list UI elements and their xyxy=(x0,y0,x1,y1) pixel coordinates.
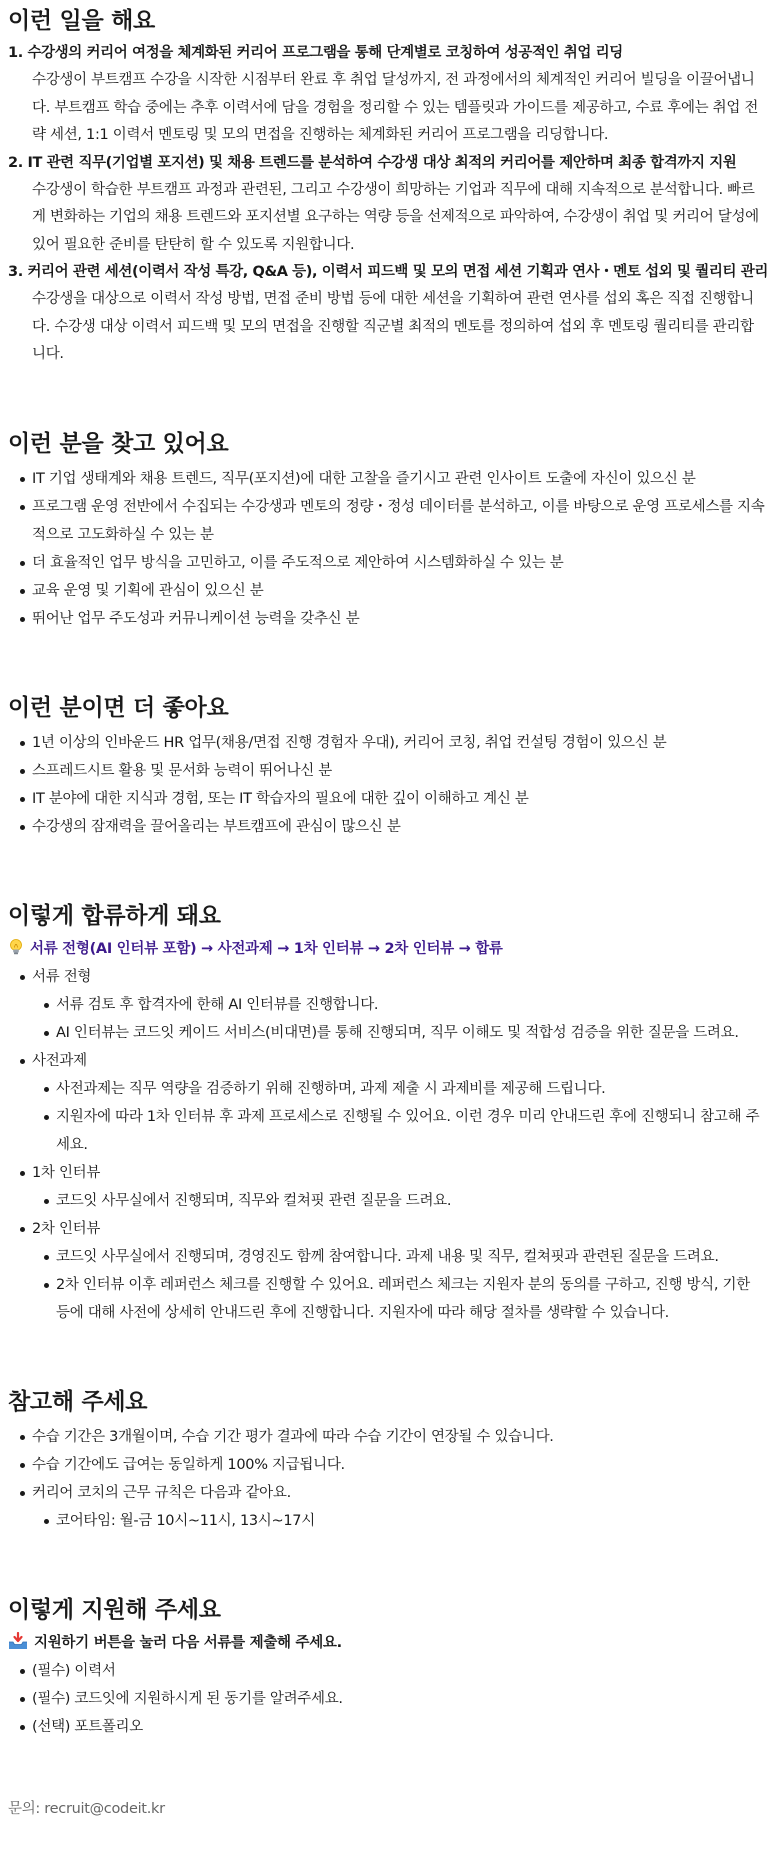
section-title-looking: 이런 분을 찾고 있어요 xyxy=(8,430,229,457)
list-item: 2차 인터뷰 이후 레퍼런스 체크를 진행할 수 있어요. 레퍼런스 체크는 지원자 분의 동의를 구하고, 진행 방식, 기한 등에 대해 사전에 상세히 안내드린 후에 진행합니다. 지원자에 따라 해당 절차를 생략할 수 있습니다. xyxy=(32,1271,765,1327)
list-item xyxy=(8,1159,765,1215)
section-notes xyxy=(8,1387,765,1535)
list-item: 서류 검토 후 합격자에 한해 AI 인터뷰를 진행합니다. xyxy=(32,991,765,1019)
note-text: 커리어 코치의 근무 규칙은 다음과 같아요. xyxy=(32,1484,291,1501)
looking-list xyxy=(8,465,765,633)
step-label: 사전과제 xyxy=(32,1052,87,1069)
list-item: 사전과제는 직무 역량을 검증하기 위해 진행하며, 과제 제출 시 과제비를 제공해 드립니다. xyxy=(32,1075,765,1103)
step-sublist xyxy=(32,1187,765,1215)
work-item-desc-line: 다. 부트캠프 학습 중에는 추후 이력서에 담을 경험을 정리할 수 있는 템플릿과 가이드를 제공하고, 수료 후에는 취업 전 xyxy=(32,99,759,116)
list-item: IT 분야에 대한 지식과 경험, 또는 IT 학습자의 필요에 대한 깊이 이해하고 계신 분 xyxy=(8,785,765,813)
step-label: 서류 전형 xyxy=(32,968,92,985)
process-flow xyxy=(8,935,765,963)
work-item-desc-line: 다. 수강생 대상 이력서 피드백 및 모의 면접을 진행할 직군별 최적의 멘토를 정의하여 섭외 후 멘토링 퀄리티를 관리합 xyxy=(32,318,754,335)
work-item-title: 1. 수강생의 커리어 여정을 체계화된 커리어 프로그램을 통해 단계별로 코칭하여 성공적인 취업 리딩 xyxy=(8,45,623,61)
list-item: 수강생의 잠재력을 끌어올리는 부트캠프에 관심이 많으신 분 xyxy=(8,813,765,841)
preferred-list xyxy=(8,729,765,841)
list-item xyxy=(8,1047,765,1159)
step-label: 2차 인터뷰 xyxy=(32,1220,101,1237)
section-work xyxy=(8,0,768,369)
step-sublist xyxy=(32,991,765,1047)
list-item: 코어타임: 월-금 10시~11시, 13시~17시 xyxy=(32,1507,765,1535)
work-item-desc-line: 있어 필요한 준비를 탄탄히 할 수 있도록 지원합니다. xyxy=(32,236,355,253)
list-item: 코드잇 사무실에서 진행되며, 경영진도 함께 참여합니다. 과제 내용 및 직무, 컬쳐핏과 관련된 질문을 드려요. xyxy=(32,1243,765,1271)
work-item-3 xyxy=(8,259,768,369)
apply-note-text: 지원하기 버튼을 눌러 다음 서류를 제출해 주세요. xyxy=(34,1634,342,1651)
section-title-notes: 참고해 주세요 xyxy=(8,1388,148,1415)
step-sublist xyxy=(32,1243,765,1327)
apply-note xyxy=(8,1629,765,1657)
step-sublist xyxy=(32,1075,765,1159)
apply-list xyxy=(8,1657,765,1741)
list-item: 뛰어난 업무 주도성과 커뮤니케이션 능력을 갖추신 분 xyxy=(8,605,765,633)
section-title-work: 이런 일을 해요 xyxy=(8,8,155,34)
section-process xyxy=(8,901,765,1327)
section-apply xyxy=(8,1595,765,1741)
list-item: 교육 운영 및 기획에 관심이 있으신 분 xyxy=(8,577,765,605)
step-label: 1차 인터뷰 xyxy=(32,1164,101,1181)
work-item-desc-line: 수강생이 학습한 부트캠프 과정과 관련된, 그리고 수강생이 희망하는 기업과 직무에 대해 지속적으로 분석합니다. 빠르 xyxy=(32,181,755,198)
list-item: IT 기업 생태계와 채용 트렌드, 직무(포지션)에 대한 고찰을 즐기시고 관련 인사이트 도출에 자신이 있으신 분 xyxy=(8,465,765,493)
inbox-tray-icon xyxy=(8,1632,28,1650)
list-item xyxy=(8,1479,765,1535)
work-item-desc-line: 략 세션, 1:1 이력서 멘토링 및 모의 면접을 진행하는 체계화된 커리어 프로그램을 리딩합니다. xyxy=(32,127,609,143)
process-flow-text: 서류 전형(AI 인터뷰 포함) → 사전과제 → 1차 인터뷰 → 2차 인터뷰 → 합류 xyxy=(30,940,503,957)
list-item xyxy=(8,1215,765,1327)
list-item: 프로그램 운영 전반에서 수집되는 수강생과 멘토의 정량・정성 데이터를 분석하고, 이를 바탕으로 운영 프로세스를 지속적으로 고도화하실 수 있는 분 xyxy=(8,493,765,549)
process-steps xyxy=(8,963,765,1327)
work-item-desc-line: 니다. xyxy=(32,346,64,362)
work-item-desc-line: 게 변화하는 기업의 채용 트렌드와 포지션별 요구하는 역량 등을 선제적으로 파악하여, 수강생이 취업 및 커리어 달성에 xyxy=(32,209,759,225)
list-item: (필수) 코드잇에 지원하시게 된 동기를 알려주세요. xyxy=(8,1685,765,1713)
list-item: (선택) 포트폴리오 xyxy=(8,1713,765,1741)
list-item: 수습 기간에도 급여는 동일하게 100% 지급됩니다. xyxy=(8,1451,765,1479)
list-item: 수습 기간은 3개월이며, 수습 기간 평가 결과에 따라 수습 기간이 연장될 수 있습니다. xyxy=(8,1423,765,1451)
list-item: AI 인터뷰는 코드잇 케이드 서비스(비대면)를 통해 진행되며, 직무 이해도 및 적합성 검증을 위한 질문을 드려요. xyxy=(32,1019,765,1047)
work-item-desc-line: 수강생이 부트캠프 수강을 시작한 시점부터 완료 후 취업 달성까지, 전 과정에서의 체계적인 커리어 빌딩을 이끌어냅니 xyxy=(32,72,755,88)
section-preferred xyxy=(8,693,765,841)
note-sublist xyxy=(32,1507,765,1535)
section-looking xyxy=(8,429,765,633)
contact-info: 문의: recruit@codeit.kr xyxy=(8,1800,165,1817)
work-item-desc-line: 수강생을 대상으로 이력서 작성 방법, 면접 준비 방법 등에 대한 세션을 기획하여 관련 연사를 섭외 혹은 직접 진행합니 xyxy=(32,291,754,307)
lightbulb-icon xyxy=(8,938,24,956)
work-item-2 xyxy=(8,150,765,260)
notes-list xyxy=(8,1423,765,1535)
list-item: 1년 이상의 인바운드 HR 업무(채용/면접 진행 경험자 우대), 커리어 코칭, 취업 컨설팅 경험이 있으신 분 xyxy=(8,729,765,757)
work-item-1 xyxy=(8,40,765,150)
work-item-title: 3. 커리어 관련 세션(이력서 작성 특강, Q&A 등), 이력서 피드백 및 모의 면접 세션 기획과 연사・멘토 섭외 및 퀄리티 관리 xyxy=(8,264,768,280)
list-item: 코드잇 사무실에서 진행되며, 직무와 컬쳐핏 관련 질문을 드려요. xyxy=(32,1187,765,1215)
work-item-title: 2. IT 관련 직무(기업별 포지션) 및 채용 트렌드를 분석하여 수강생 대상 최적의 커리어를 제안하며 최종 합격까지 지원 xyxy=(8,154,737,171)
section-title-process: 이렇게 합류하게 돼요 xyxy=(8,902,221,929)
list-item xyxy=(8,963,765,1047)
section-title-preferred: 이런 분이면 더 좋아요 xyxy=(8,694,229,721)
list-item: 더 효율적인 업무 방식을 고민하고, 이를 주도적으로 제안하여 시스템화하실 수 있는 분 xyxy=(8,549,765,577)
list-item: 지원자에 따라 1차 인터뷰 후 과제 프로세스로 진행될 수 있어요. 이런 경우 미리 안내드린 후에 진행되니 참고해 주세요. xyxy=(32,1103,765,1159)
list-item: 스프레드시트 활용 및 문서화 능력이 뛰어나신 분 xyxy=(8,757,765,785)
list-item: (필수) 이력서 xyxy=(8,1657,765,1685)
section-title-apply: 이렇게 지원해 주세요 xyxy=(8,1596,221,1623)
